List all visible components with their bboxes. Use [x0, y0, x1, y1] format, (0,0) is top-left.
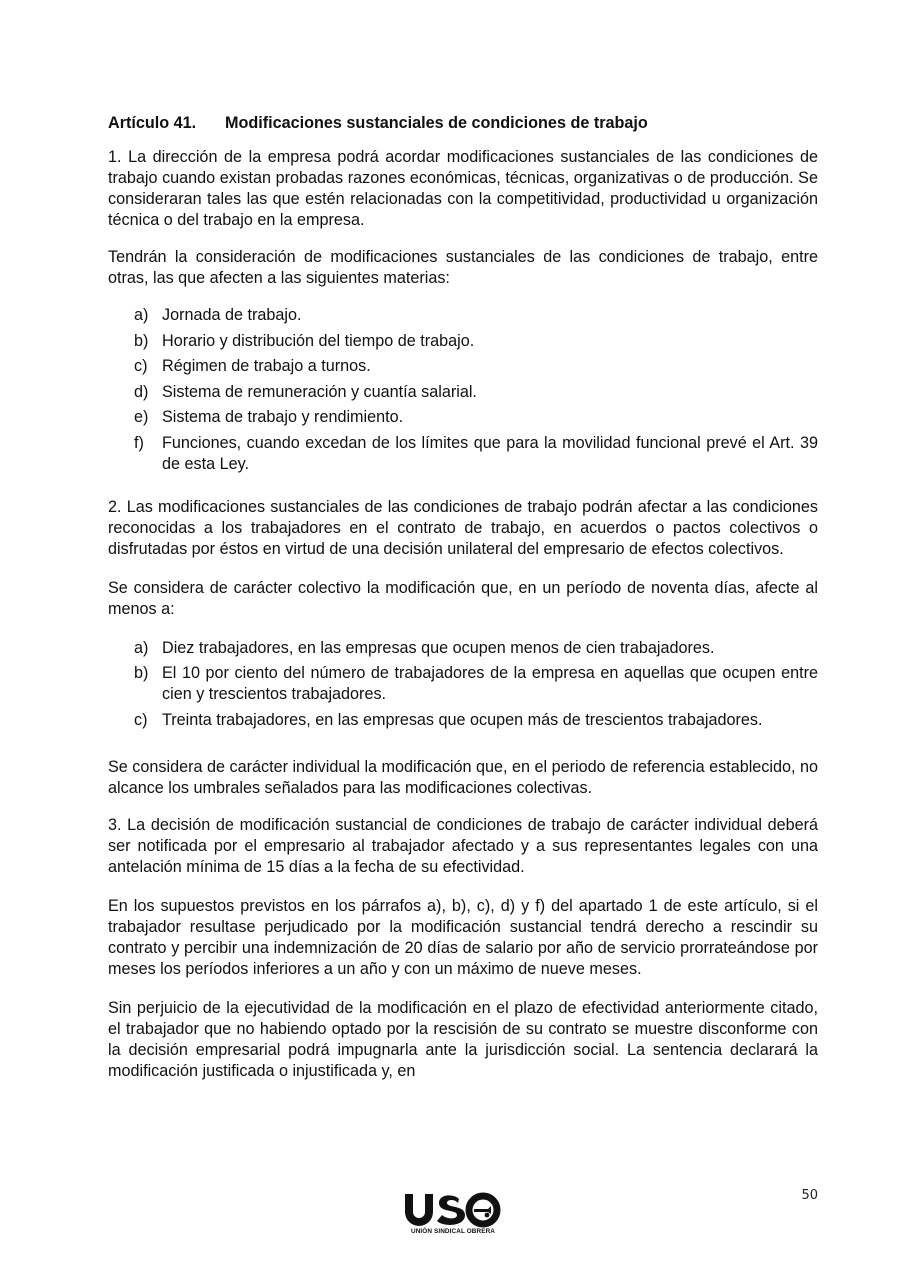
list-item-text: El 10 por ciento del número de trabajadores de la empresa en aquellas que ocupen entre cien y trescientos trabajadores.: [162, 664, 818, 703]
list-item-marker: a): [134, 306, 149, 324]
logo-letter-s: [437, 1195, 465, 1225]
list-item: [108, 638, 818, 659]
logo-tagline: UNIÓN SINDICAL OBRERA: [411, 1228, 495, 1235]
list-item: [108, 433, 818, 475]
logo-letter-u: [405, 1194, 433, 1226]
article-number: Artículo 41.: [108, 114, 197, 132]
paragraph-4: Se considera de carácter colectivo la modificación que, en un período de noventa días, afecte al menos a:: [108, 578, 818, 618]
paragraph-6: 3. La decisión de modificación sustancial de condiciones de trabajo de carácter individual deberá ser notificada por el empresario al trabajador afectado y a sus representantes legales con una antelación mínima de 15 días a la fecha de su efectividad.: [108, 815, 818, 876]
list-item-text: Treinta trabajadores, en las empresas que ocupen más de trescientos trabajadores.: [162, 710, 763, 729]
paragraph-1: 1. La dirección de la empresa podrá acordar modificaciones sustanciales de las condiciones de trabajo cuando existan probadas razones económicas, técnicas, organizativas o de producción. Se consideraran tales las que estén relacionadas con la competitividad, productividad u organización técnica o del trabajo en la empresa.: [108, 148, 818, 229]
list-item-marker: c): [134, 710, 148, 729]
list-item-marker: b): [134, 331, 149, 350]
umbrales-list: [108, 638, 818, 731]
list-item: [108, 356, 818, 377]
materias-list: [108, 305, 818, 475]
article-heading: [108, 113, 818, 134]
paragraph-3: 2. Las modificaciones sustanciales de las condiciones de trabajo podrán afectar a las condiciones reconocidas a los trabajadores en el contrato de trabajo, en acuerdos o pactos colectivos o disfrutadas por éstos en virtud de una decisión unilateral del empresario de efectos colectivos.: [108, 497, 818, 558]
article-title: Modificaciones sustanciales de condiciones de trabajo: [225, 114, 648, 132]
paragraph-5: Se considera de carácter individual la modificación que, en el periodo de referencia establecido, no alcance los umbrales señalados para las modificaciones colectivas.: [108, 757, 818, 797]
list-item-text: Jornada de trabajo.: [162, 306, 302, 324]
list-item: [108, 382, 818, 403]
list-item-marker: a): [134, 638, 149, 657]
list-item: [108, 663, 818, 705]
list-item-marker: d): [134, 382, 149, 401]
paragraph-8: Sin perjuicio de la ejecutividad de la modificación en el plazo de efectividad anteriormente citado, el trabajador que no habiendo optado por la rescisión de su contrato se muestre disconforme con la decisión empresarial podrá impugnarla ante la jurisdicción social. La sentencia declarará la modificación justificada o injustificada y, en: [108, 998, 818, 1080]
logo-hand-mark: [474, 1206, 491, 1214]
list-item: [108, 331, 818, 352]
page-number: 50: [801, 1188, 818, 1203]
list-item-marker: f): [134, 433, 144, 452]
list-item: [108, 305, 818, 326]
list-item: [108, 407, 818, 428]
list-item: [108, 710, 818, 731]
list-item-text: Régimen de trabajo a turnos.: [162, 357, 371, 375]
list-item-text: Sistema de remuneración y cuantía salarial.: [162, 382, 477, 401]
paragraph-7: En los supuestos previstos en los párrafos a), b), c), d) y f) del apartado 1 de este artículo, si el trabajador resultase perjudicado por la modificación sustancial tendrá derecho a rescindir su contrato y percibir una indemnización de 20 días de salario por año de servicio prorrateándose por meses los períodos inferiores a un año y con un máximo de nueve meses.: [108, 896, 818, 978]
list-item-text: Funciones, cuando excedan de los límites que para la movilidad funcional prevé el Art. 39 de esta Ley.: [162, 433, 818, 473]
list-item-text: Horario y distribución del tiempo de trabajo.: [162, 331, 475, 350]
list-item-text: Sistema de trabajo y rendimiento.: [162, 408, 404, 426]
paragraph-2: Tendrán la consideración de modificaciones sustanciales de las condiciones de trabajo, entre otras, las que afecten a las siguientes materias:: [108, 248, 818, 287]
list-item-marker: c): [134, 357, 148, 375]
list-item-text: Diez trabajadores, en las empresas que ocupen menos de cien trabajadores.: [162, 638, 715, 657]
list-item-marker: b): [134, 664, 149, 682]
document-body: [108, 113, 818, 1098]
list-item-marker: e): [134, 408, 149, 426]
